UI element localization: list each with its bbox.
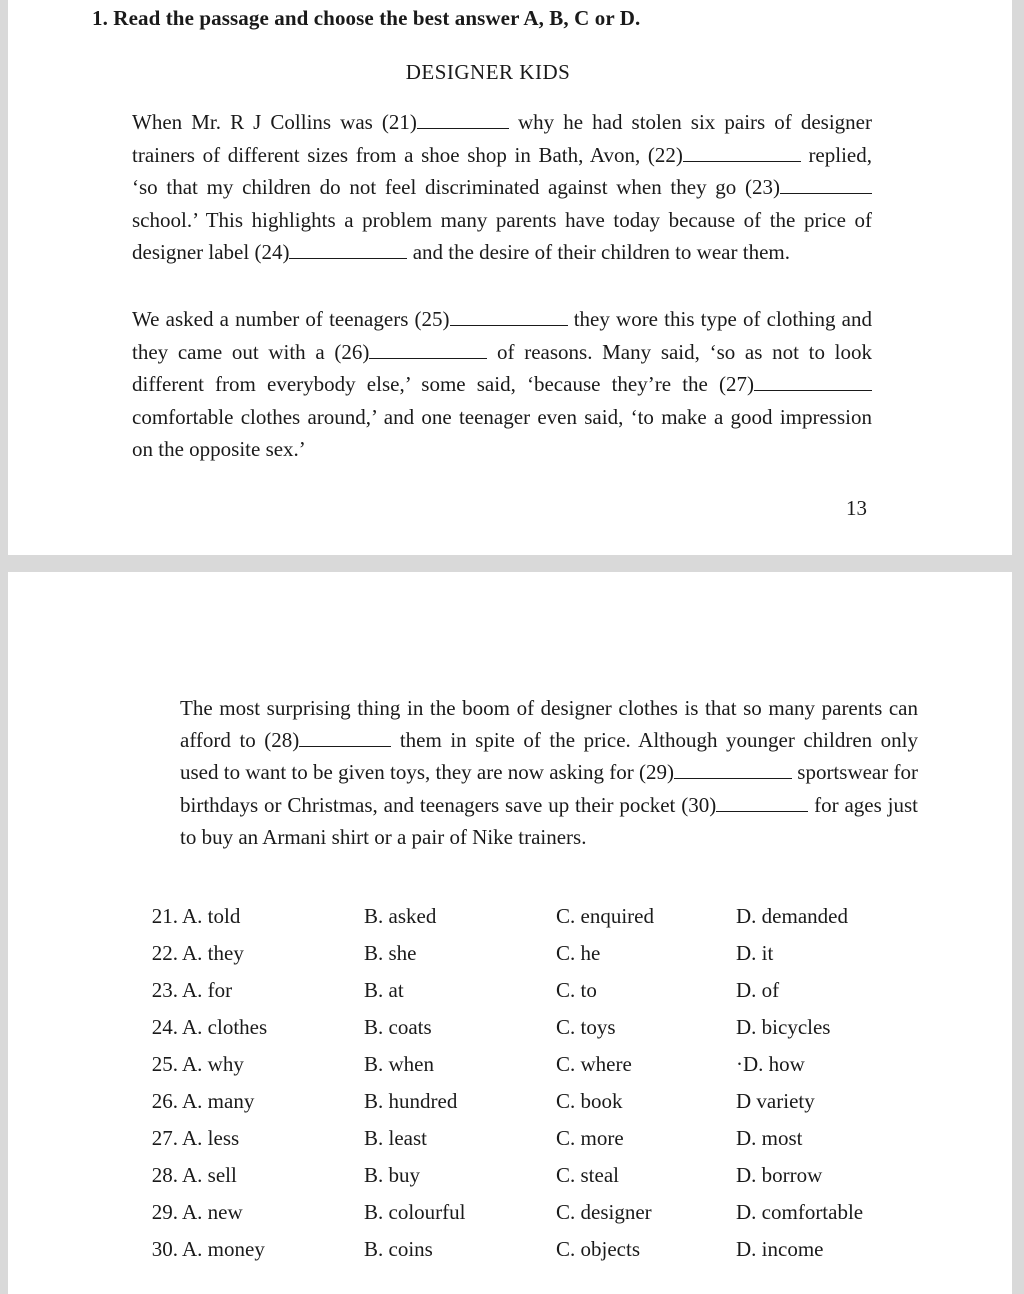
blank-21 xyxy=(417,110,509,129)
option-b: B. hundred xyxy=(364,1089,458,1113)
option-b: B. coats xyxy=(364,1015,432,1039)
option-c: C. to xyxy=(556,978,597,1002)
text-segment: comfortable clothes around,’ and one teenager even said, ‘to make a good impression on the opposite sex.’ xyxy=(132,404,872,461)
question-number: 30. xyxy=(151,1237,178,1261)
text-segment: When Mr. R J Collins was (21) xyxy=(132,110,417,134)
question-number: 29. xyxy=(151,1200,178,1224)
option-a: A. money xyxy=(182,1237,265,1261)
option-b: B. colourful xyxy=(364,1200,466,1224)
text-segment: them in spite of the price. Although younger children only used to want to be given toys, they are now asking for (29) xyxy=(180,728,919,785)
text-segment: they wore this type of clothing and they came out with a (26) xyxy=(132,307,872,364)
option-b: B. coins xyxy=(364,1237,433,1261)
passage-paragraph-2 xyxy=(132,303,872,466)
option-c: C. steal xyxy=(556,1163,619,1187)
text-segment: replied, ‘so that my children do not feel discriminated against when they go (23) xyxy=(132,142,872,199)
option-a: A. they xyxy=(182,941,244,965)
blank-25 xyxy=(450,307,568,326)
question-number: 28. xyxy=(151,1163,178,1187)
passage-paragraph-3 xyxy=(180,692,918,853)
text-segment: sportswear for birthdays or Christmas, and teenagers save up their pocket (30) xyxy=(180,760,918,817)
passage-paragraph-1 xyxy=(132,106,872,269)
option-d: D. income xyxy=(736,1237,824,1261)
option-b: B. she xyxy=(364,941,417,965)
option-d: D variety xyxy=(736,1089,815,1113)
blank-29 xyxy=(674,760,792,779)
blank-26 xyxy=(369,340,487,359)
blank-27 xyxy=(754,372,872,391)
text-segment: school.’ This highlights a problem many parents have today because of the price of designer label (24) xyxy=(132,207,872,264)
option-b: B. least xyxy=(364,1126,427,1150)
question-number: 26. xyxy=(151,1089,178,1113)
option-d: D. of xyxy=(736,978,780,1002)
option-c: C. designer xyxy=(556,1200,652,1224)
page-2 xyxy=(8,572,1012,1294)
option-d: D. it xyxy=(736,941,774,965)
option-d: ·D. how xyxy=(736,1052,805,1076)
option-a: A. for xyxy=(182,978,233,1002)
option-b: B. at xyxy=(364,978,404,1002)
option-b: B. buy xyxy=(364,1163,421,1187)
text-segment: We asked a number of teenagers (25) xyxy=(132,307,450,331)
blank-22 xyxy=(683,143,801,162)
option-a: A. many xyxy=(182,1089,255,1113)
question-number: 22. xyxy=(151,941,178,965)
option-c: C. objects xyxy=(556,1237,640,1261)
option-c: C. more xyxy=(556,1126,624,1150)
blank-24 xyxy=(289,240,407,259)
text-segment: The most surprising thing in the boom of designer clothes is that so many parents can afford to (28) xyxy=(180,696,918,753)
option-a: A. new xyxy=(182,1200,243,1224)
option-a: A. why xyxy=(182,1052,244,1076)
option-d: D. comfortable xyxy=(736,1200,864,1224)
question-number: 23. xyxy=(151,978,178,1002)
option-b: B. when xyxy=(364,1052,434,1076)
page-1 xyxy=(8,0,1012,555)
text-segment: why he had stolen six pairs of designer trainers of different sizes from a shoe shop in Bath, Avon, (22) xyxy=(132,110,872,167)
option-c: C. book xyxy=(556,1089,623,1113)
exercise-heading: 1. Read the passage and choose the best answer A, B, C or D. xyxy=(92,6,641,30)
option-d: D. bicycles xyxy=(736,1015,831,1039)
option-c: C. he xyxy=(556,941,601,965)
option-c: C. where xyxy=(556,1052,632,1076)
option-d: D. borrow xyxy=(736,1163,823,1187)
page-number: 13 xyxy=(846,496,867,520)
question-number: 27. xyxy=(151,1126,178,1150)
passage-title: DESIGNER KIDS xyxy=(405,60,571,84)
blank-30 xyxy=(716,793,808,812)
question-number: 24. xyxy=(151,1015,178,1039)
text-segment: of reasons. Many said, ‘so as not to look different from everybody else,’ some said, ‘because they’re the (27) xyxy=(132,339,872,396)
question-number: 21. xyxy=(151,904,178,928)
option-a: A. clothes xyxy=(182,1015,268,1039)
option-c: C. toys xyxy=(556,1015,616,1039)
option-c: C. enquired xyxy=(556,904,654,928)
option-b: B. asked xyxy=(364,904,437,928)
option-a: A. sell xyxy=(182,1163,237,1187)
option-a: A. told xyxy=(182,904,241,928)
option-d: D. demanded xyxy=(736,904,848,928)
text-segment: for ages just to buy an Armani shirt or a pair of Nike trainers. xyxy=(180,792,918,849)
option-a: A. less xyxy=(182,1126,240,1150)
text-segment: and the desire of their children to wear them. xyxy=(407,240,790,264)
blank-28 xyxy=(299,728,391,747)
blank-23 xyxy=(780,175,872,194)
option-d: D. most xyxy=(736,1126,803,1150)
question-number: 25. xyxy=(151,1052,178,1076)
